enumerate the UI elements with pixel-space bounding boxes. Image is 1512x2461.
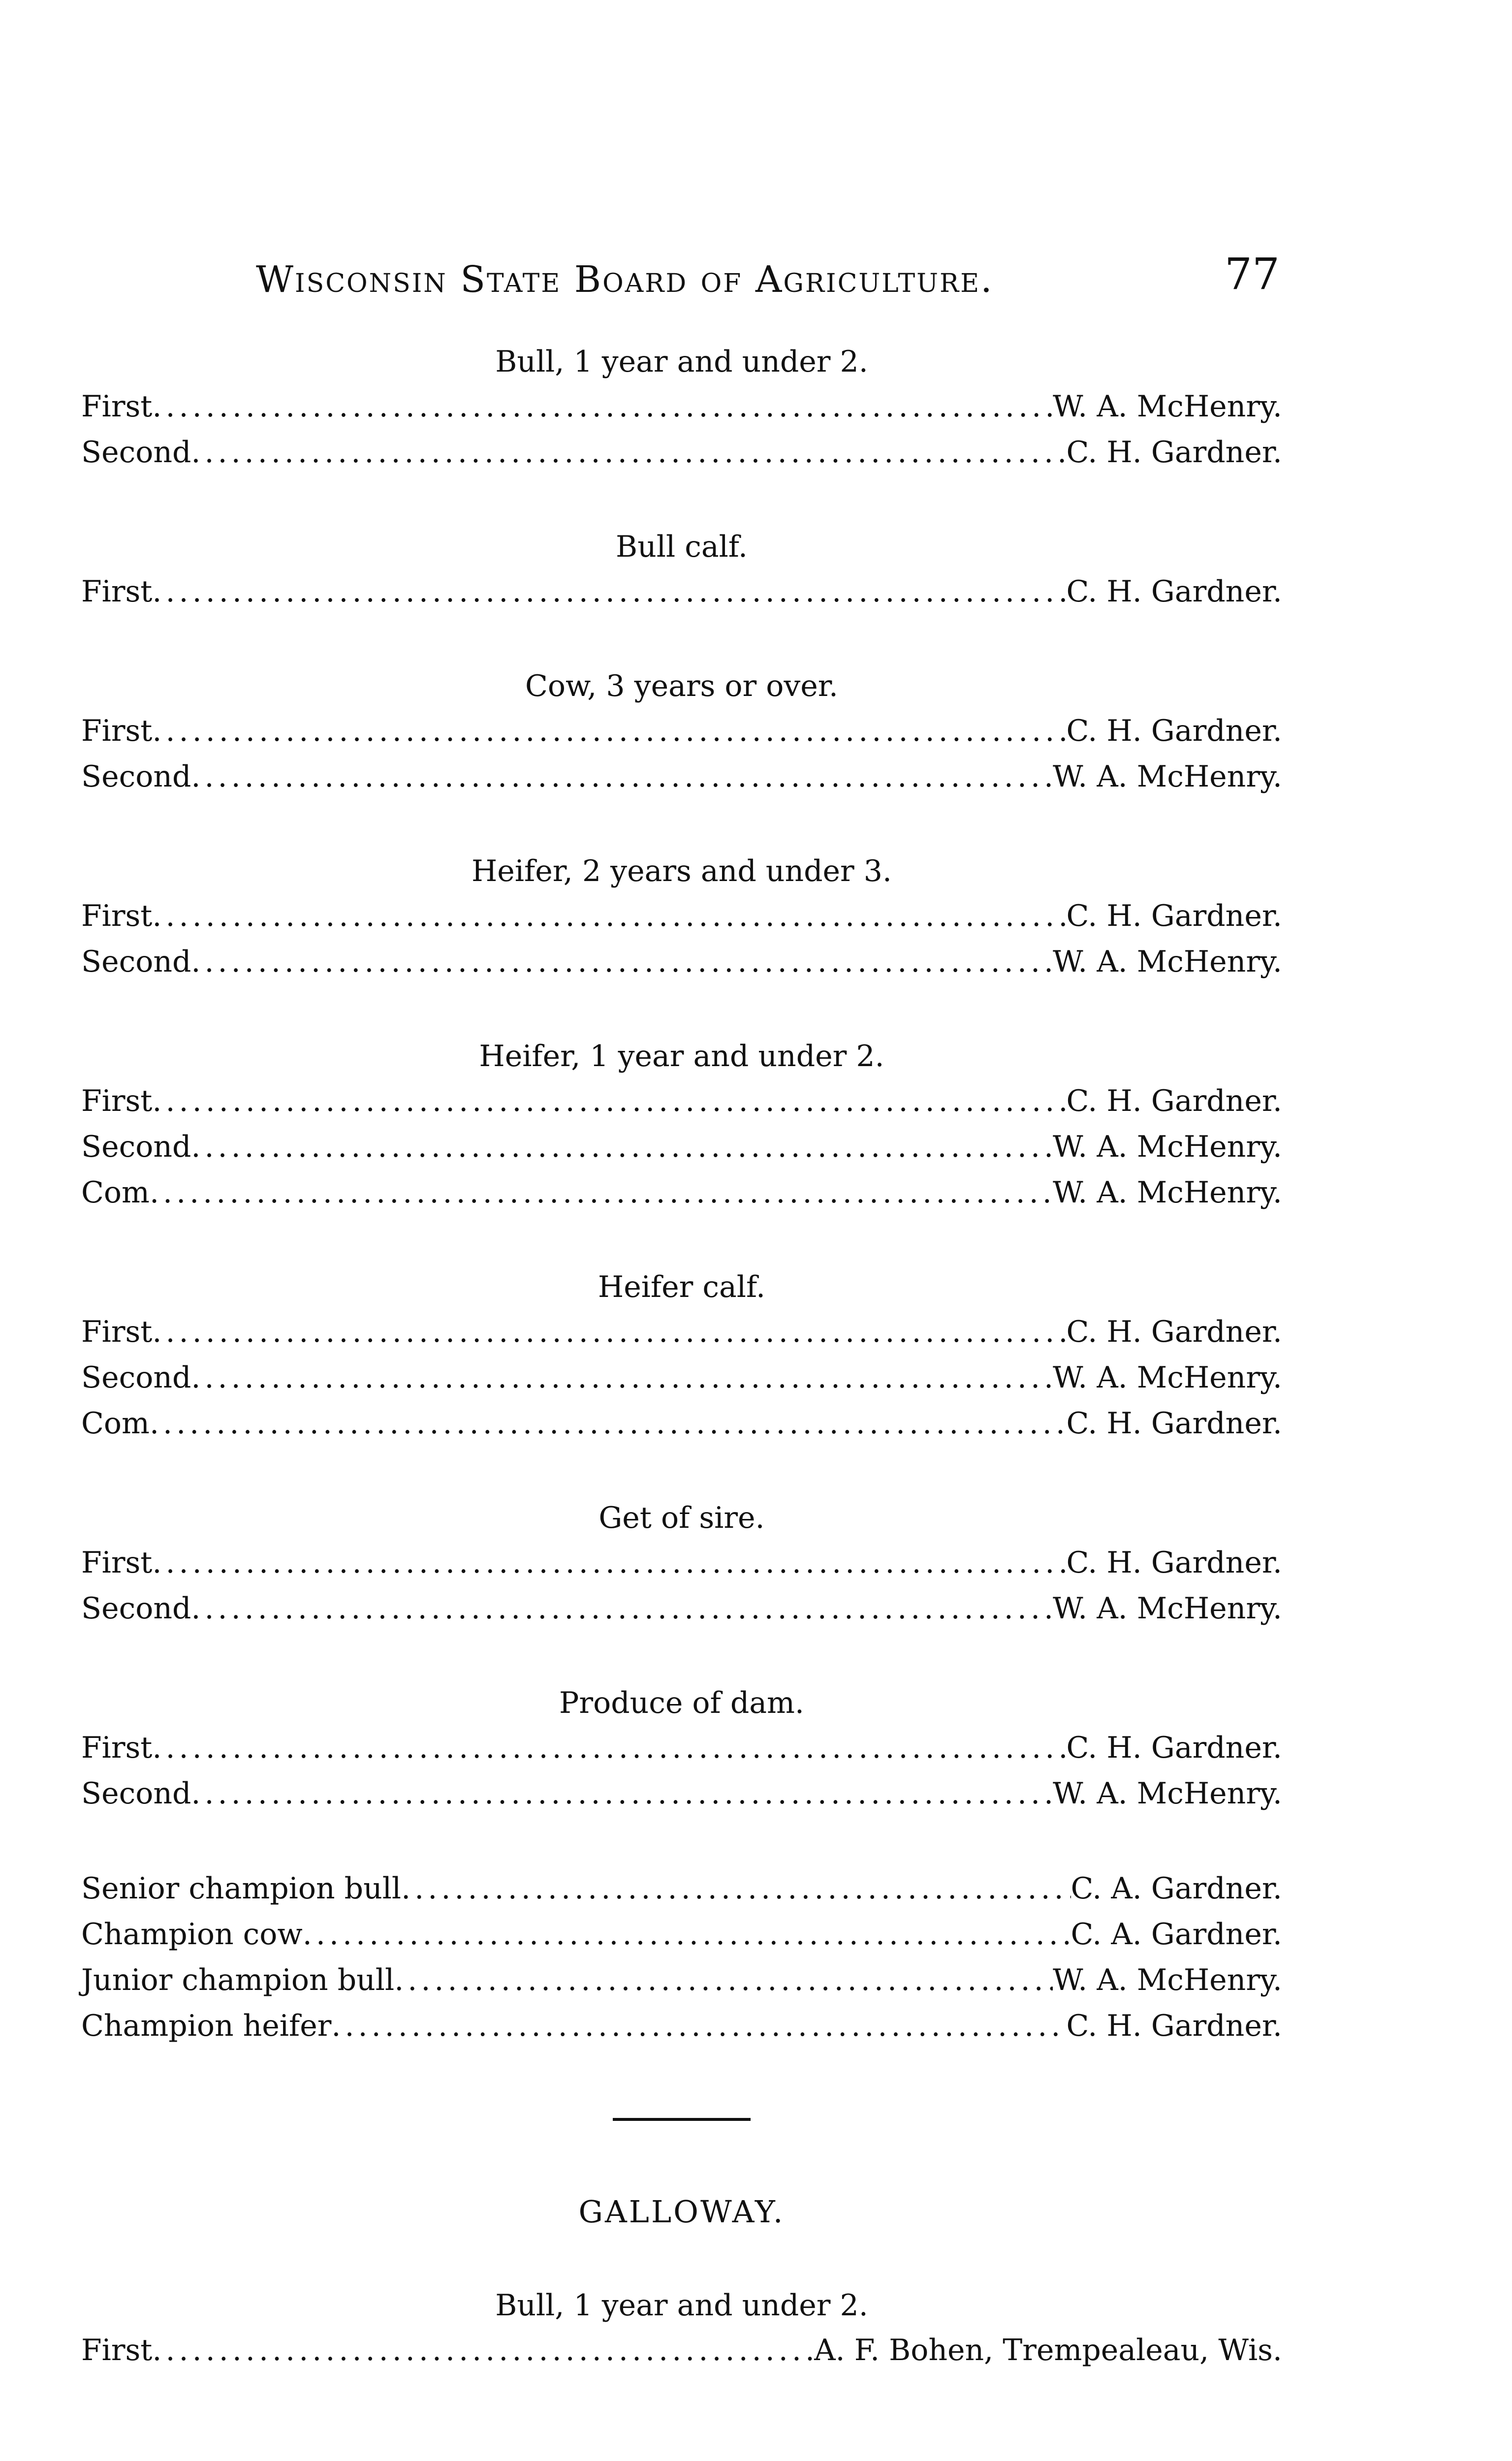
award-class xyxy=(81,340,1282,475)
class-title: Bull calf. xyxy=(616,530,748,564)
dot-leader xyxy=(152,1540,1066,1586)
award-winner: W. A. McHenry. xyxy=(1053,945,1282,979)
champion-title: Senior champion bull xyxy=(81,1871,402,1906)
dot-leader xyxy=(150,1401,1067,1447)
award-class xyxy=(81,664,1282,800)
award-entry xyxy=(81,1401,1282,1447)
award-entry xyxy=(81,1078,1282,1124)
award-winner: C. H. Gardner. xyxy=(1066,1406,1282,1441)
class-title: Heifer, 1 year and under 2. xyxy=(479,1039,884,1073)
dot-leader xyxy=(401,1866,1071,1912)
award-entry xyxy=(81,2328,1282,2373)
champion-entry xyxy=(81,1912,1282,1957)
award-place: First xyxy=(81,1546,153,1580)
award-winner: W. A. McHenry. xyxy=(1053,389,1282,424)
dot-leader xyxy=(394,1957,1053,2003)
award-class xyxy=(81,1034,1282,1216)
dot-leader xyxy=(152,384,1053,430)
galloway-section xyxy=(81,2190,1282,2373)
award-place: First xyxy=(81,1084,153,1118)
award-winner: C. A. Gardner. xyxy=(1071,1871,1282,1906)
award-winner: C. H. Gardner. xyxy=(1066,2009,1282,2043)
award-winner: W. A. McHenry. xyxy=(1053,1175,1282,1210)
dot-leader xyxy=(152,569,1066,615)
award-class xyxy=(81,1265,1282,1447)
class-title: Produce of dam. xyxy=(559,1686,804,1720)
award-place: First xyxy=(81,899,153,933)
champion-title: Champion cow xyxy=(81,1917,303,1952)
award-place: First xyxy=(81,2333,153,2367)
dot-leader xyxy=(152,1725,1066,1771)
award-entry xyxy=(81,1725,1282,1771)
award-place: First xyxy=(81,714,153,748)
champion-awards xyxy=(81,1866,1282,2049)
award-place: Second xyxy=(81,435,191,470)
award-winner: W. A. McHenry. xyxy=(1053,759,1282,794)
award-winner: W. A. McHenry. xyxy=(1053,1360,1282,1395)
award-winner: W. A. McHenry. xyxy=(1053,1591,1282,1626)
award-place: First xyxy=(81,389,153,424)
class-title: Heifer, 2 years and under 3. xyxy=(471,854,892,888)
dot-leader xyxy=(191,1586,1053,1632)
award-entry xyxy=(81,1170,1282,1216)
champion-entry xyxy=(81,1957,1282,2003)
dot-leader xyxy=(152,708,1066,754)
award-winner: C. H. Gardner. xyxy=(1066,1546,1282,1580)
champion-title: Junior champion bull xyxy=(81,1963,395,1997)
dot-leader xyxy=(191,754,1053,800)
award-place: Second xyxy=(81,1130,191,1164)
award-class xyxy=(81,1681,1282,1817)
award-place: First xyxy=(81,1315,153,1349)
class-title: Bull, 1 year and under 2. xyxy=(495,2288,868,2323)
award-class xyxy=(81,1496,1282,1632)
award-entry xyxy=(81,1540,1282,1586)
award-winner: W. A. McHenry. xyxy=(1053,1130,1282,1164)
dot-leader xyxy=(150,1170,1053,1216)
award-winner: W. A. McHenry. xyxy=(1053,1963,1282,1997)
page-header xyxy=(246,249,1280,303)
award-entry xyxy=(81,1309,1282,1355)
dot-leader xyxy=(191,1124,1053,1170)
breed-heading: GALLOWAY. xyxy=(578,2194,785,2230)
class-title: Bull, 1 year and under 2. xyxy=(495,345,868,379)
award-place: Second xyxy=(81,1591,191,1626)
award-place: Com xyxy=(81,1175,150,1210)
award-entry xyxy=(81,1586,1282,1632)
dot-leader xyxy=(191,430,1066,475)
champion-entry xyxy=(81,2003,1282,2049)
award-entry xyxy=(81,569,1282,615)
award-place: First xyxy=(81,1731,153,1765)
award-entry xyxy=(81,754,1282,800)
class-title: Cow, 3 years or over. xyxy=(525,669,838,703)
award-winner: C. H. Gardner. xyxy=(1066,714,1282,748)
award-entry xyxy=(81,1355,1282,1401)
award-winner: C. H. Gardner. xyxy=(1066,574,1282,609)
award-entry xyxy=(81,1124,1282,1170)
class-title: Heifer calf. xyxy=(598,1270,766,1304)
award-entry xyxy=(81,384,1282,430)
award-winner: C. H. Gardner. xyxy=(1066,435,1282,470)
award-winner: W. A. McHenry. xyxy=(1053,1776,1282,1811)
champion-entry xyxy=(81,1866,1282,1912)
award-winner: C. H. Gardner. xyxy=(1066,1731,1282,1765)
award-place: Second xyxy=(81,1776,191,1811)
page-number: 77 xyxy=(1225,249,1280,299)
award-entry xyxy=(81,1771,1282,1817)
award-class xyxy=(81,525,1282,615)
award-class xyxy=(81,849,1282,985)
dot-leader xyxy=(191,1355,1053,1401)
champion-title: Champion heifer xyxy=(81,2009,332,2043)
dot-leader xyxy=(152,1078,1066,1124)
award-winner: C. A. Gardner. xyxy=(1071,1917,1282,1952)
dot-leader xyxy=(152,2328,814,2373)
class-title: Get of sire. xyxy=(598,1501,765,1535)
award-place: Com xyxy=(81,1406,150,1441)
running-title: Wisconsin State Board of Agriculture. xyxy=(256,258,994,301)
premium-list xyxy=(81,340,1282,2373)
dot-leader xyxy=(191,939,1053,985)
award-entry xyxy=(81,430,1282,475)
dot-leader xyxy=(303,1912,1071,1957)
award-place: Second xyxy=(81,759,191,794)
dot-leader xyxy=(191,1771,1053,1817)
award-winner: A. F. Bohen, Trempealeau, Wis. xyxy=(814,2333,1282,2367)
award-winner: C. H. Gardner. xyxy=(1066,1084,1282,1118)
award-entry xyxy=(81,708,1282,754)
award-entry xyxy=(81,893,1282,939)
award-place: Second xyxy=(81,1360,191,1395)
dot-leader xyxy=(331,2003,1066,2049)
award-place: First xyxy=(81,574,153,609)
award-winner: C. H. Gardner. xyxy=(1066,899,1282,933)
dot-leader xyxy=(152,1309,1066,1355)
award-place: Second xyxy=(81,945,191,979)
dot-leader xyxy=(152,893,1066,939)
award-entry xyxy=(81,939,1282,985)
award-winner: C. H. Gardner. xyxy=(1066,1315,1282,1349)
